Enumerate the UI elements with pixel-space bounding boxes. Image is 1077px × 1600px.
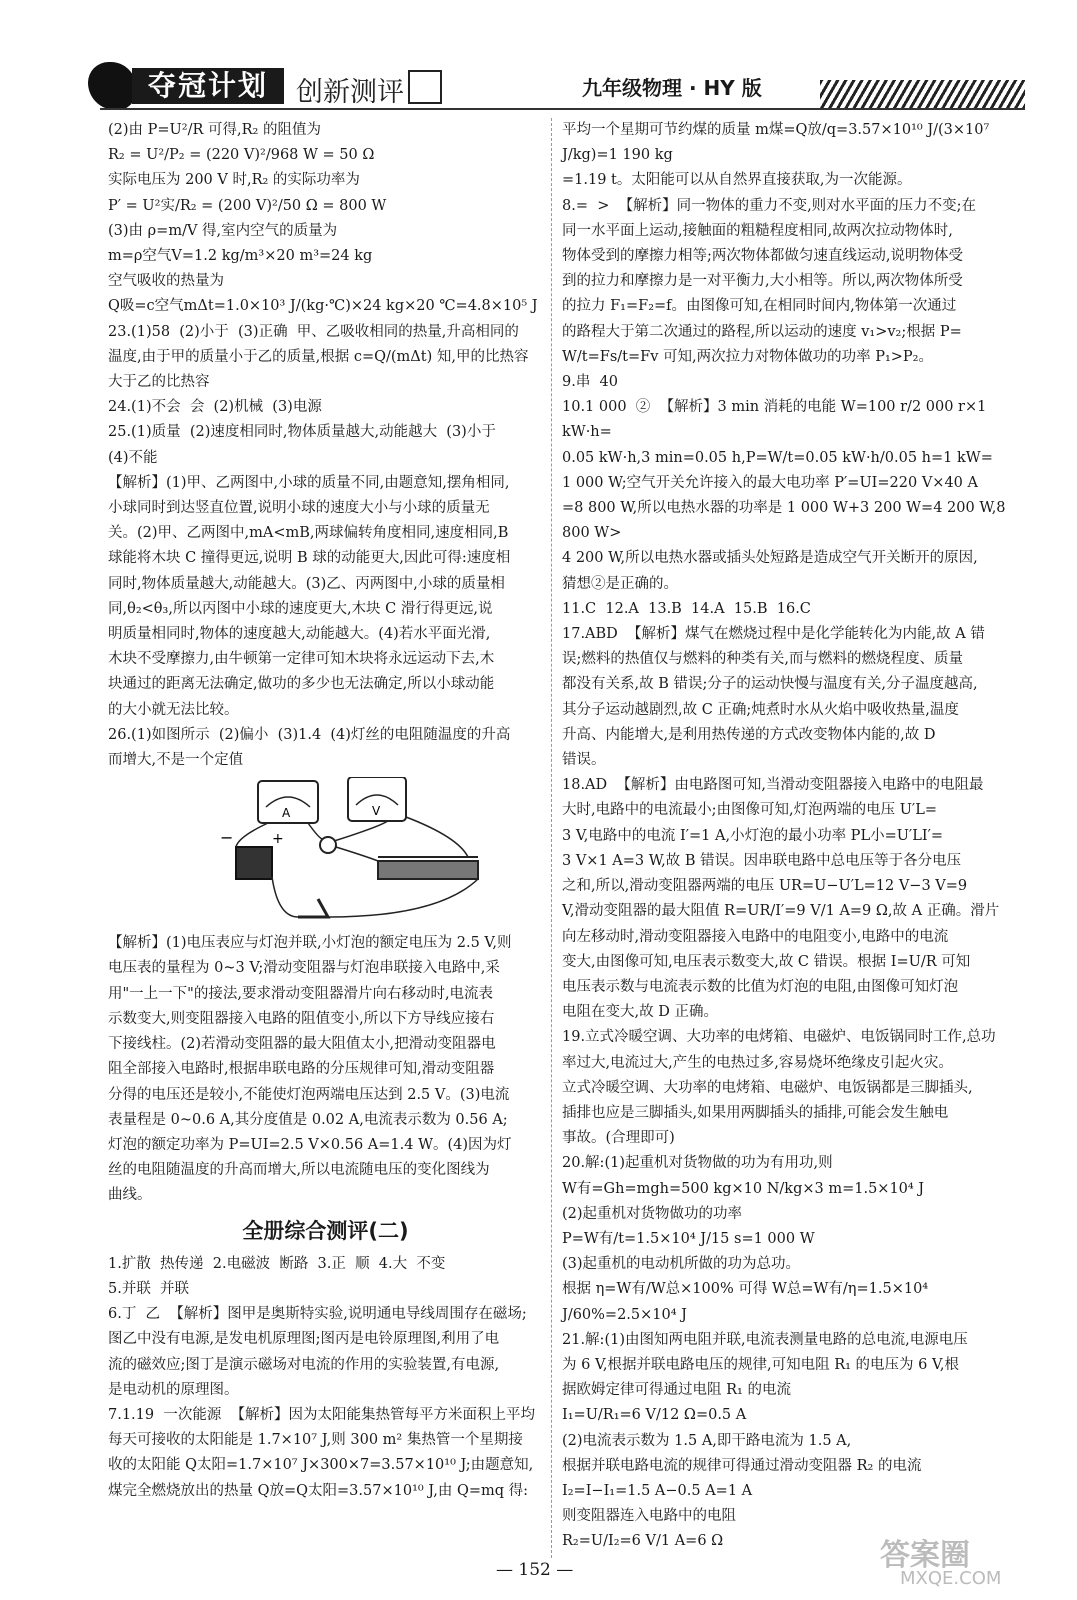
text-line: 24.(1)不会 会 (2)机械 (3)电源 xyxy=(108,399,322,416)
text-line: 9.串 40 xyxy=(562,374,619,391)
header-stripe-decoration xyxy=(820,80,1025,110)
text-line: (2)起重机对货物做功的功率 xyxy=(562,1205,743,1222)
text-line: 电压表的量程为 0~3 V;滑动变阻器与灯泡串联接入电路中,采 xyxy=(108,960,500,977)
page-header xyxy=(0,0,1077,118)
text-line: 20.解:(1)起重机对货物做的功为有用功,则 xyxy=(562,1155,833,1172)
text-line: m=ρ空气V=1.2 kg/m³×20 m³=24 kg xyxy=(108,248,373,265)
series-subtitle: 创新测评 xyxy=(296,77,404,108)
text-line: 温度,由于甲的质量小于乙的质量,根据 c=Q/(mΔt) 知,甲的比热容 xyxy=(108,348,529,365)
text-line: 【解析】(1)甲、乙两图中,小球的质量不同,由题意知,摆角相同, xyxy=(108,474,510,491)
text-line: 煤完全燃烧放出的热量 Q放=Q太阳=3.57×10¹⁰ J,由 Q=mq 得: xyxy=(108,1482,529,1499)
text-line: 图乙中没有电源,是发电机原理图;图丙是电铃原理图,利用了电 xyxy=(108,1331,500,1348)
circuit-diagram xyxy=(218,777,538,927)
text-line: 8.= > 【解析】同一物体的重力不变,则对水平面的压力不变;在 xyxy=(562,197,977,214)
text-line: V,滑动变阻器的最大阻值 R=UR/I′=9 V/1 A=9 Ω,故 A 正确。滑片 xyxy=(562,903,1000,920)
text-line: P′ = U²实/R₂ = (200 V)²/50 Ω = 800 W xyxy=(108,197,387,214)
text-line: 的路程大于第二次通过的路程,所以运动的速度 v₁>v₂;根据 P= xyxy=(562,323,962,340)
minus-sign: − xyxy=(220,828,234,848)
answers-block-right xyxy=(562,118,1020,1555)
text-line: 误;燃料的热值仅与燃料的种类有关,而与燃料的燃烧程度、质量 xyxy=(562,651,963,668)
text-line: 用"一上一下"的接法,要求滑动变阻器滑片向右移动时,电流表 xyxy=(108,985,494,1002)
text-line: 1.扩散 热传递 2.电磁波 断路 3.正 顺 4.大 不变 xyxy=(108,1255,446,1272)
text-line: 曲线。 xyxy=(108,1187,152,1204)
text-line: 示数变大,则变阻器接入电路的阻值变小,所以下方导线应接右 xyxy=(108,1010,495,1027)
battery-icon xyxy=(236,847,272,879)
text-line: 电压表示数与电流表示数的比值为灯泡的电阻,由图像可知灯泡 xyxy=(562,978,959,995)
text-line: 11.C 12.A 13.B 14.A 15.B 16.C xyxy=(562,600,811,617)
text-line: 向左移动时,滑动变阻器接入电路中的电阻变小,电路中的电流 xyxy=(562,928,949,945)
book-subtitle: 九年级物理 · HY 版 xyxy=(582,76,762,100)
mascot-logo-icon xyxy=(88,62,136,110)
text-line: (4)不能 xyxy=(108,449,158,466)
text-line: (2)电流表示数为 1.5 A,即干路电流为 1.5 A, xyxy=(562,1432,852,1449)
answers-block-1 xyxy=(108,118,543,773)
text-line: 3 V×1 A=3 W,故 B 错误。因串联电路中总电压等于各分电压 xyxy=(562,852,962,869)
text-line: 5.并联 并联 xyxy=(108,1280,190,1297)
text-line: 电阻在变大,故 D 正确。 xyxy=(562,1004,718,1021)
rheostat-icon xyxy=(378,861,478,879)
text-line: 17.ABD 【解析】煤气在燃烧过程中是化学能转化为内能,故 A 错 xyxy=(562,626,985,643)
left-column xyxy=(108,118,543,1504)
text-line: W有=Gh=mgh=500 kg×10 N/kg×3 m=1.5×10⁴ J xyxy=(562,1180,925,1197)
text-line: 7.1.19 一次能源 【解析】因为太阳能集热管每平方米面积上平均 xyxy=(108,1406,536,1423)
text-line: (2)由 P=U²/R 可得,R₂ 的阻值为 xyxy=(108,122,321,138)
section-title: 全册综合测评(二) xyxy=(242,1218,409,1243)
text-line: 事故。(合理即可) xyxy=(562,1130,675,1147)
text-line: 根据 η=W有/W总×100% 可得 W总=W有/η=1.5×10⁴ J/60%=2.5×10⁴ J xyxy=(562,1281,933,1323)
text-line: 都没有关系,故 B 错误;分子的运动快慢与温度有关,分子温度越高, xyxy=(562,676,978,693)
right-column xyxy=(562,118,1020,1555)
text-line: 是电动机的原理图。 xyxy=(108,1381,239,1398)
header-rule xyxy=(100,108,1025,110)
text-line: 变大,由图像可知,电压表示数变大,故 C 错误。根据 I=U/R 可知 xyxy=(562,953,971,970)
text-line: 同,θ₂<θ₃,所以丙图中小球的速度更大,木块 C 滑行得更远,说 xyxy=(108,600,493,617)
text-line: 3 V,电路中的电流 I′=1 A,小灯泡的最小功率 PL小=U′LI′= xyxy=(562,827,944,844)
text-line: 据欧姆定律可得通过电阻 R₁ 的电流 xyxy=(562,1382,791,1399)
text-line: 的拉力 F₁=F₂=f。由图像可知,在相同时间内,物体第一次通过 xyxy=(562,298,957,315)
text-line: 10.1 000 ② 【解析】3 min 消耗的电能 W=100 r/2 000 r×1 kW·h= xyxy=(562,399,991,441)
answers-block-2 xyxy=(108,931,543,1208)
text-line: 而增大,不是一个定值 xyxy=(108,752,244,769)
plus-sign: + xyxy=(272,831,284,848)
text-line: 【解析】(1)电压表应与灯泡并联,小灯泡的额定电压为 2.5 V,则 xyxy=(108,935,512,952)
text-line: 立式冷暖空调、大功率的电烤箱、电磁炉、电饭锅都是三脚插头, xyxy=(562,1079,973,1096)
text-line: 26.(1)如图所示 (2)偏小 (3)1.4 (4)灯丝的电阻随温度的升高 xyxy=(108,726,511,743)
text-line: 球能将木块 C 撞得更远,说明 B 球的动能更大,因此可得:速度相 xyxy=(108,550,511,567)
text-line: 流的磁效应;图丁是演示磁场对电流的作用的实验装置,有电源, xyxy=(108,1356,500,1373)
text-line: I₂=I−I₁=1.5 A−0.5 A=1 A xyxy=(562,1482,753,1499)
text-line: 大于乙的比热容 xyxy=(108,374,210,391)
text-line: 率过大,电流过大,产生的电热过多,容易烧坏绝缘皮引起火灾。 xyxy=(562,1054,953,1071)
text-line: 阻全部接入电路时,根据串联电路的分压规律可知,滑动变阻器 xyxy=(108,1061,495,1078)
text-line: 18.AD 【解析】由电路图可知,当滑动变阻器接入电路中的电阻最 xyxy=(562,777,984,794)
text-line: 块通过的距离无法确定,做功的多少也无法确定,所以小球动能 xyxy=(108,676,495,693)
text-line: 升高、内能增大,是利用热传递的方式改变物体内能的,故 D xyxy=(562,726,936,743)
text-line: 则变阻器连入电路中的电阻 xyxy=(562,1508,736,1525)
page-number: — 152 — xyxy=(496,1560,574,1580)
column-divider xyxy=(551,118,553,1558)
watermark-logo: 答案圈 xyxy=(880,1538,970,1573)
text-line: 丝的电阻随温度的升高而增大,所以电流随电压的变化图线为 xyxy=(108,1162,490,1179)
text-line: 23.(1)58 (2)小于 (3)正确 甲、乙吸收相同的热量,升高相同的 xyxy=(108,323,519,340)
text-line: 下接线柱。(2)若滑动变阻器的最大阻值太小,把滑动变阻器电 xyxy=(108,1036,496,1053)
text-line: 其分子运动越剧烈,故 C 正确;炖煮时水从火焰中吸收热量,温度 xyxy=(562,701,959,718)
answers-block-3 xyxy=(108,1252,543,1504)
switch-icon xyxy=(298,899,328,917)
text-line: 25.(1)质量 (2)速度相同时,物体质量越大,动能越大 (3)小于 xyxy=(108,424,496,441)
text-line: 每天可接收的太阳能是 1.7×10⁷ J,则 300 m² 集热管一个星期接 xyxy=(108,1432,523,1449)
text-line: W/t=Fs/t=Fv 可知,两次拉力对物体做功的功率 P₁>P₂。 xyxy=(562,348,933,365)
text-line: Q吸=c空气mΔt=1.0×10³ J/(kg·℃)×24 kg×20 ℃=4.8×10⁵ J xyxy=(108,298,538,315)
text-line: 灯泡的额定功率为 P=UI=2.5 V×0.56 A=1.4 W。(4)因为灯 xyxy=(108,1136,512,1153)
text-line: 表量程是 0~0.6 A,其分度值是 0.02 A,电流表示数为 0.56 A; xyxy=(108,1111,508,1128)
bulb-icon xyxy=(320,837,336,853)
text-line: 21.解:(1)由图知两电阻并联,电流表测量电路的总电流,电源电压 xyxy=(562,1331,968,1348)
text-line: P=W有/t=1.5×10⁴ J/15 s=1 000 W xyxy=(562,1230,815,1247)
text-line: 空气吸收的热量为 xyxy=(108,273,224,290)
text-line: 为 6 V,根据并联电路电压的规律,可知电阻 R₁ 的电压为 6 V,根 xyxy=(562,1356,960,1373)
text-line: I₁=U/R₁=6 V/12 Ω=0.5 A xyxy=(562,1407,747,1424)
text-line: 大时,电路中的电流最小;由图像可知,灯泡两端的电压 U′L= xyxy=(562,802,938,819)
series-logo: 夺冠计划 xyxy=(132,68,284,104)
text-line: 实际电压为 200 V 时,R₂ 的实际功率为 xyxy=(108,172,360,189)
text-line: 物体受到的摩擦力相等;两次物体都做匀速直线运动,说明物体受 xyxy=(562,248,963,265)
text-line: (3)由 ρ=m/V 得,室内空气的质量为 xyxy=(108,222,338,239)
text-line: 4 200 W,所以电热水器或插头处短路是造成空气开关断开的原因, xyxy=(562,550,978,567)
text-line: 同时,物体质量越大,动能越大。(3)乙、丙两图中,小球的质量相 xyxy=(108,575,505,592)
text-line: 小球同时到达竖直位置,说明小球的速度大小与小球的质量无 xyxy=(108,500,490,517)
text-line: 19.立式冷暖空调、大功率的电烤箱、电磁炉、电饭锅同时工作,总功 xyxy=(562,1029,996,1046)
text-line: R₂ = U²/P₂ = (220 V)²/968 W = 50 Ω xyxy=(108,147,375,164)
text-line: 6.丁 乙 【解析】图甲是奥斯特实验,说明通电导线周围存在磁场; xyxy=(108,1306,527,1323)
text-line: 根据并联电路电流的规律可得通过滑动变阻器 R₂ 的电流 xyxy=(562,1457,922,1474)
text-line: 同一水平面上运动,接触面的粗糙程度相同,故两次拉动物体时, xyxy=(562,222,953,239)
text-line: =8 800 W,所以电热水器的功率是 1 000 W+3 200 W=4 200 W,8 800 W> xyxy=(562,500,1011,542)
text-line: (3)起重机的电动机所做的功为总功。 xyxy=(562,1256,801,1273)
text-line: R₂=U/I₂=6 V/1 A=6 Ω xyxy=(562,1533,724,1550)
text-line: 错误。 xyxy=(562,752,606,769)
text-line: 平均一个星期可节约煤的质量 m煤=Q放/q=3.57×10¹⁰ J/(3×10⁷ J/kg)=1 190 kg xyxy=(562,122,994,164)
text-line: 猜想②是正确的。 xyxy=(562,575,678,592)
text-line: 之和,所以,滑动变阻器两端的电压 UR=U−U′L=12 V−3 V=9 xyxy=(562,878,968,895)
text-line: 到的拉力和摩擦力是一对平衡力,大小相等。所以,两次物体所受 xyxy=(562,273,963,290)
voltmeter-label: V xyxy=(372,804,381,819)
text-line: 的大小就无法比较。 xyxy=(108,701,239,718)
text-line: 木块不受摩擦力,由牛顿第一定律可知木块将永远运动下去,木 xyxy=(108,651,495,668)
text-line: 明质量相同时,物体的速度越大,动能越大。(4)若水平面光滑, xyxy=(108,626,491,643)
text-line: =1.19 t。太阳能可以从自然界直接获取,为一次能源。 xyxy=(562,172,912,189)
check-mark-icon xyxy=(408,70,442,104)
text-line: 分得的电压还是较小,不能使灯泡两端电压达到 2.5 V。(3)电流 xyxy=(108,1086,510,1103)
watermark-url: MXQE.COM xyxy=(900,1568,1002,1589)
text-line: 0.05 kW·h,3 min=0.05 h,P=W/t=0.05 kW·h/0.05 h=1 kW= xyxy=(562,449,993,466)
text-line: 插排也应是三脚插头,如果用两脚插头的插排,可能会发生触电 xyxy=(562,1104,949,1121)
text-line: 1 000 W;空气开关允许接入的最大电功率 P′=UI=220 V×40 A xyxy=(562,474,978,491)
text-line: 关。(2)甲、乙两图中,mA<mB,两球偏转角度相同,速度相同,B xyxy=(108,525,509,542)
ammeter-label: A xyxy=(282,806,291,821)
text-line: 收的太阳能 Q太阳=1.7×10⁷ J×300×7=3.57×10¹⁰ J;由题意知, xyxy=(108,1457,534,1474)
